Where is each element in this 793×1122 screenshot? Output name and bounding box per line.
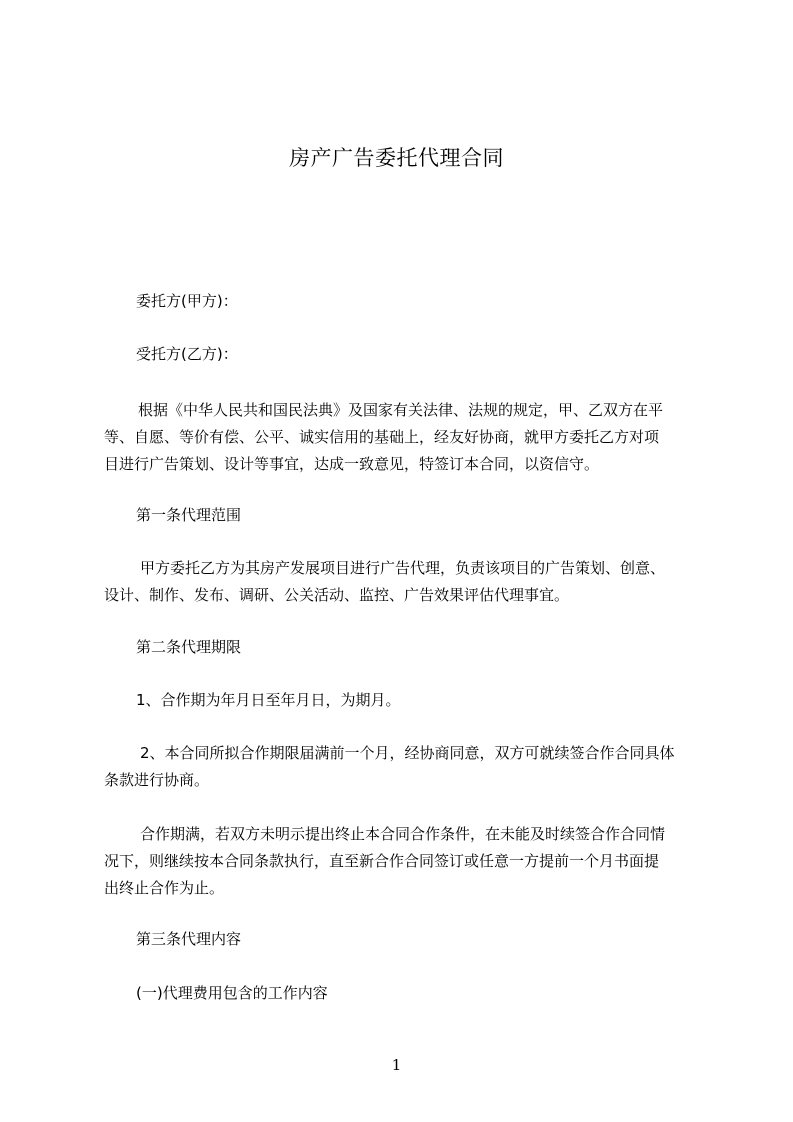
preamble-line-3: 目进行广告策划、设计等事宜，达成一致意见，特签订本合同，以资信守。 [104, 455, 600, 473]
article-1-line-1: 甲方委托乙方为其房产发展项目进行广告代理，负责该项目的广告策划、创意、 [140, 559, 666, 577]
article-2-item-2-line-2: 条款进行协商。 [104, 771, 210, 789]
article-2-heading: 第二条代理期限 [136, 638, 242, 656]
preamble-line-2: 等、自愿、等价有偿、公平、诚实信用的基础上，经友好协商，就甲方委托乙方对项 [104, 428, 660, 446]
preamble-line-1: 根据《中华人民共和国民法典》及国家有关法律、法规的规定，甲、乙双方在平 [138, 401, 664, 419]
document-title: 房产广告委托代理合同 [289, 146, 504, 170]
article-2-expiry-line-3: 出终止合作为止。 [104, 879, 225, 897]
article-1-heading: 第一条代理范围 [136, 506, 242, 524]
article-2-expiry-line-1: 合作期满，若双方未明示提出终止本合同合作条件，在未能及时续签合作合同情 [140, 825, 666, 843]
article-3-subheading-1: (一)代理费用包含的工作内容 [136, 984, 328, 1002]
article-2-item-2-line-1: 2、本合同所拟合作期限届满前一个月，经协商同意，双方可就续签合作合同具体 [140, 744, 675, 762]
article-3-heading: 第三条代理内容 [136, 930, 242, 948]
page-number: 1 [391, 1056, 402, 1074]
party-b-label: 受托方(乙方)： [136, 345, 238, 363]
article-2-item-1: 1、合作期为年月日至年月日，为期月。 [136, 691, 401, 709]
party-a-label: 委托方(甲方)： [136, 292, 238, 310]
article-1-line-2: 设计、制作、发布、调研、公关活动、监控、广告效果评估代理事宜。 [104, 586, 570, 604]
article-2-expiry-line-2: 况下，则继续按本合同条款执行，直至新合作合同签订或任意一方提前一个月书面提 [104, 852, 660, 870]
